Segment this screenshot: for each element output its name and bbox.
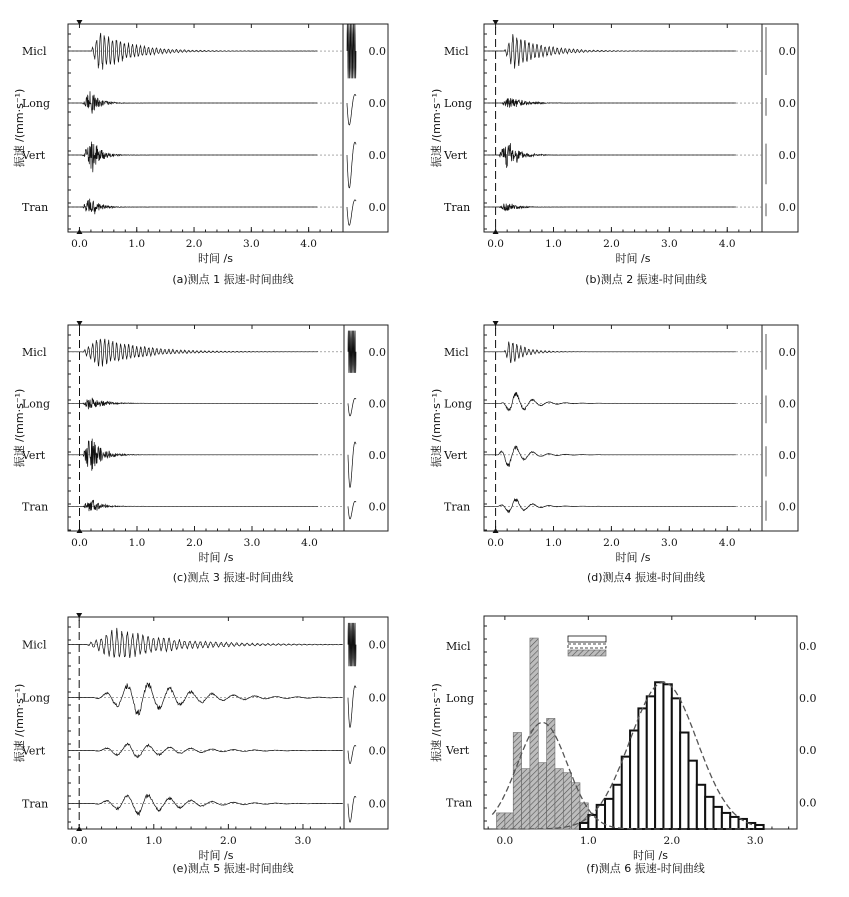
channel-label: Tran [22,797,49,811]
x-axis-label: 时间 /s [198,551,234,564]
x-tick-label: 4.0 [301,537,318,549]
channel-label: Micl [22,345,47,359]
zoom-waveform-long [347,95,356,126]
bar [513,733,521,829]
x-tick-label: 1.0 [128,238,146,250]
bar [705,797,713,829]
zero-label: 0.0 [778,149,796,163]
x-axis-label: 时间 /s [198,252,233,265]
bar [655,682,663,829]
waveform-long [68,398,318,409]
panel-d [429,321,798,584]
channel-label: Tran [22,201,49,215]
waveform-long [484,98,736,108]
bar [647,696,655,829]
panel-caption: (e)测点 5 振速-时间曲线 [172,862,294,875]
bar [630,731,638,829]
zoom-waveform-vert [348,746,356,764]
channel-label: Micl [444,45,469,59]
channel-label: Vert [22,448,46,462]
channel-label: Long [22,691,51,705]
bar [638,708,646,829]
y-axis-label: 振速 /(mm·s⁻¹) [13,88,26,168]
panel-e [12,613,388,875]
bar [730,817,738,829]
bar [580,823,588,829]
x-ticks [68,617,340,847]
x-tick-label: 2.0 [603,537,620,549]
plot-frame [68,617,388,829]
bar [672,698,680,829]
panel-caption: (f)测点 6 振速-时间曲线 [586,862,705,875]
bar [505,813,513,829]
waveform-tran [68,199,317,215]
channel-label: Tran [444,500,471,514]
x-axis-label: 时间 /s [633,849,668,862]
bar [680,733,688,829]
zero-label: 0.0 [368,691,386,705]
channel-label: Vert [22,744,46,758]
x-tick-label: 2.0 [185,238,203,250]
zoom-waveform-tran [348,796,356,822]
x-ticks [484,325,750,549]
panel-caption: (a)测点 1 振速-时间曲线 [172,273,294,286]
channel-label: Long [22,97,51,111]
x-ticks [484,24,750,250]
zoom-waveform-tran [348,501,356,519]
zoom-waveform-micl [347,24,356,78]
y-axis-label: 振速 /(mm·s⁻¹) [430,683,443,762]
waveform-vert [68,142,317,173]
waveform-tran [484,204,736,211]
x-tick-label: 2.0 [220,835,237,847]
waveform-vert [484,143,736,168]
zero-label: 0.0 [368,97,386,111]
legend-swatch-hatched [568,650,606,656]
bar [572,783,580,829]
channel-label: Micl [446,639,471,653]
waveform-micl [68,628,343,658]
channel-label: Vert [446,744,470,758]
waveform-tran [484,499,736,513]
bar [663,684,671,829]
x-axis-label: 时间 /s [615,252,651,265]
x-tick-label: 4.0 [300,238,317,250]
x-axis-label: 时间 /s [198,849,234,862]
legend-swatch-open [568,636,606,642]
zero-label: 0.0 [799,744,817,758]
bar [697,785,705,829]
waveform-long [68,683,343,715]
zero-label: 0.0 [368,45,386,59]
bar [538,763,546,829]
zero-label: 0.0 [368,149,386,163]
x-tick-label: 4.0 [718,238,736,250]
channel-label: Tran [444,201,471,215]
zero-label: 0.0 [799,639,817,653]
bar [522,769,530,829]
zoom-waveform-tran [347,200,356,225]
panel-b [429,20,798,286]
x-tick-label: 1.0 [579,835,597,847]
plot-frame [484,325,798,531]
x-tick-label: 0.0 [70,835,88,847]
waveform-micl [68,339,318,367]
zero-label: 0.0 [778,500,796,514]
zero-label: 0.0 [799,796,817,810]
x-axis-label: 时间 /s [615,551,651,564]
panel-caption: (b)测点 2 振速-时间曲线 [585,273,707,286]
x-tick-label: 3.0 [660,238,678,250]
y-axis-label: 振速 /(mm·s⁻¹) [430,88,443,168]
x-tick-label: 2.0 [603,238,620,250]
x-tick-label: 0.0 [487,238,504,250]
waveform-long [68,91,317,113]
x-tick-label: 3.0 [242,238,260,250]
channel-label: Micl [22,638,47,652]
x-tick-label: 1.0 [545,537,562,549]
zero-label: 0.0 [368,500,386,514]
panel-caption: (c)测点 3 振速-时间曲线 [172,571,294,584]
zoom-waveform-long [348,686,356,728]
x-tick-label: 3.0 [294,835,312,847]
bar [688,761,696,829]
bar [547,718,555,829]
channel-label: Long [444,97,473,111]
x-tick-label: 3.0 [243,537,261,549]
zero-label: 0.0 [368,345,386,359]
channel-label: Micl [22,45,47,59]
bar [563,773,571,829]
x-tick-label: 1.0 [128,537,146,549]
zero-label: 0.0 [778,448,796,462]
waveform-micl [484,342,736,363]
zero-label: 0.0 [368,448,386,462]
channel-label: Micl [444,345,469,359]
bar [555,769,563,829]
x-tick-label: 0.0 [496,835,514,847]
bar [722,813,730,829]
channel-label: Tran [22,500,49,514]
bar [613,785,621,829]
channel-label: Vert [22,149,46,163]
zoom-waveform-long [348,398,356,416]
zero-label: 0.0 [799,692,817,706]
y-axis-label: 振速 /(mm·s⁻¹) [430,388,443,468]
zero-label: 0.0 [368,397,386,411]
plot-frame [68,325,388,531]
legend [568,636,606,656]
zero-label: 0.0 [778,201,796,215]
plot-frame [68,24,388,232]
y-axis-label: 振速 /(mm·s⁻¹) [13,388,26,468]
x-tick-label: 0.0 [71,238,88,250]
channel-label: Long [446,692,475,706]
x-tick-label: 3.0 [746,835,764,847]
zero-label: 0.0 [368,744,386,758]
zero-label: 0.0 [368,797,386,811]
channel-label: Long [444,397,473,411]
plot-frame [484,24,798,232]
panel-c [12,321,388,584]
bar [714,807,722,829]
zoom-waveform-vert [348,442,356,487]
channel-label: Long [22,397,51,411]
zoom-waveform-vert [347,142,356,188]
x-tick-label: 3.0 [660,537,678,549]
zero-label: 0.0 [778,45,796,59]
channel-label: Vert [444,448,468,462]
zero-label: 0.0 [778,97,796,111]
y-axis-label: 振速 /(mm·s⁻¹) [13,683,26,763]
x-tick-label: 0.0 [71,537,88,549]
panel-caption: (d)测点4 振速-时间曲线 [586,571,706,584]
legend-swatch-fit [568,644,606,648]
waveform-tran [68,500,318,511]
waveform-micl [484,34,736,68]
panel-f [429,616,817,875]
zoom-waveform-micl [348,623,356,666]
bar [622,757,630,829]
x-tick-label: 0.0 [487,537,504,549]
x-tick-label: 2.0 [663,835,681,847]
waveform-long [484,393,736,411]
channel-label: Tran [446,796,473,810]
zero-label: 0.0 [778,345,796,359]
x-tick-label: 2.0 [186,537,203,549]
channel-label: Vert [444,149,468,163]
waveform-tran [68,794,343,815]
bars-hatched [497,638,589,829]
bar [497,813,505,829]
bars-open [580,682,764,829]
waveform-vert [484,446,736,467]
zero-label: 0.0 [778,397,796,411]
zero-label: 0.0 [368,201,386,215]
zero-label: 0.0 [368,638,386,652]
x-tick-label: 1.0 [545,238,562,250]
x-ticks [68,24,332,250]
x-tick-label: 1.0 [145,835,163,847]
waveform-vert [68,439,318,471]
bar [755,825,763,829]
panel-a [12,20,388,286]
zoom-waveform-micl [348,331,356,373]
x-tick-label: 4.0 [718,537,736,549]
x-ticks [68,325,333,549]
